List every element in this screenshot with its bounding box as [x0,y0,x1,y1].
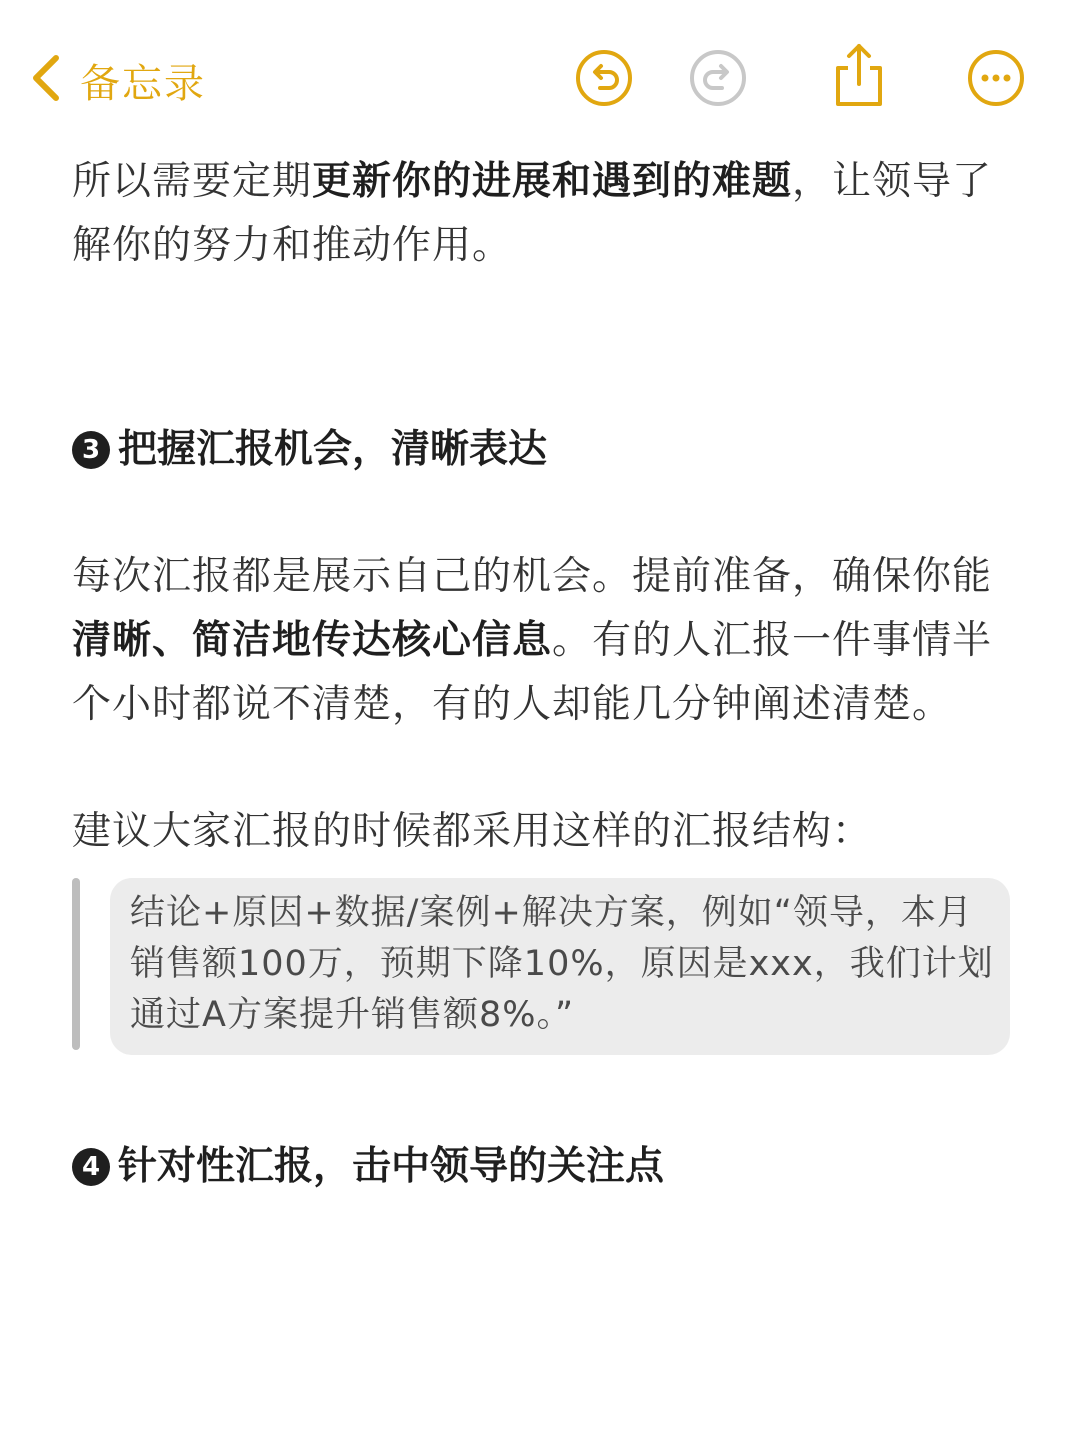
quote-text: 结论+原因+数据/案例+解决方案，例如“领导，本月销售额100万，预期下降10%，原因是xxx，我们计划通过A方案提升销售额8%。” [130,893,994,1035]
share-icon[interactable] [828,40,890,110]
more-icon[interactable] [966,48,1026,108]
bold-text: 清晰、简洁地传达核心信息 [72,618,553,663]
chevron-left-icon [26,50,66,110]
quote-box [110,878,1010,1055]
block-quote [72,878,1012,1055]
toolbar [0,0,1080,150]
paragraph-structure: 建议大家汇报的时候都采用这样的汇报结构： [72,809,873,854]
bold-text: 更新你的进展和遇到的难题 [312,159,793,204]
paragraph-progress: 所以需要定期更新你的进展和遇到的难题，让领导了解你的努力和推动作用。 [72,159,993,268]
note-body[interactable] [72,150,1012,1199]
heading-text: 针对性汇报，击中领导的关注点 [118,1144,665,1189]
paragraph-reporting: 每次汇报都是展示自己的机会。提前准备，确保你能清晰、简洁地传达核心信息。有的人汇报一件事情半个小时都说不清楚，有的人却能几分钟阐述清楚。 [72,554,993,727]
quote-bar [72,878,80,1050]
section-heading-4 [72,1135,1012,1199]
back-button[interactable] [26,46,206,114]
number-badge: 3 [72,431,110,469]
heading-text: 把握汇报机会，清晰表达 [118,427,548,472]
undo-icon[interactable] [574,48,634,108]
redo-icon[interactable] [688,48,748,108]
back-label: 备忘录 [80,60,206,107]
number-badge: 4 [72,1148,110,1186]
section-heading-3 [72,418,1012,482]
